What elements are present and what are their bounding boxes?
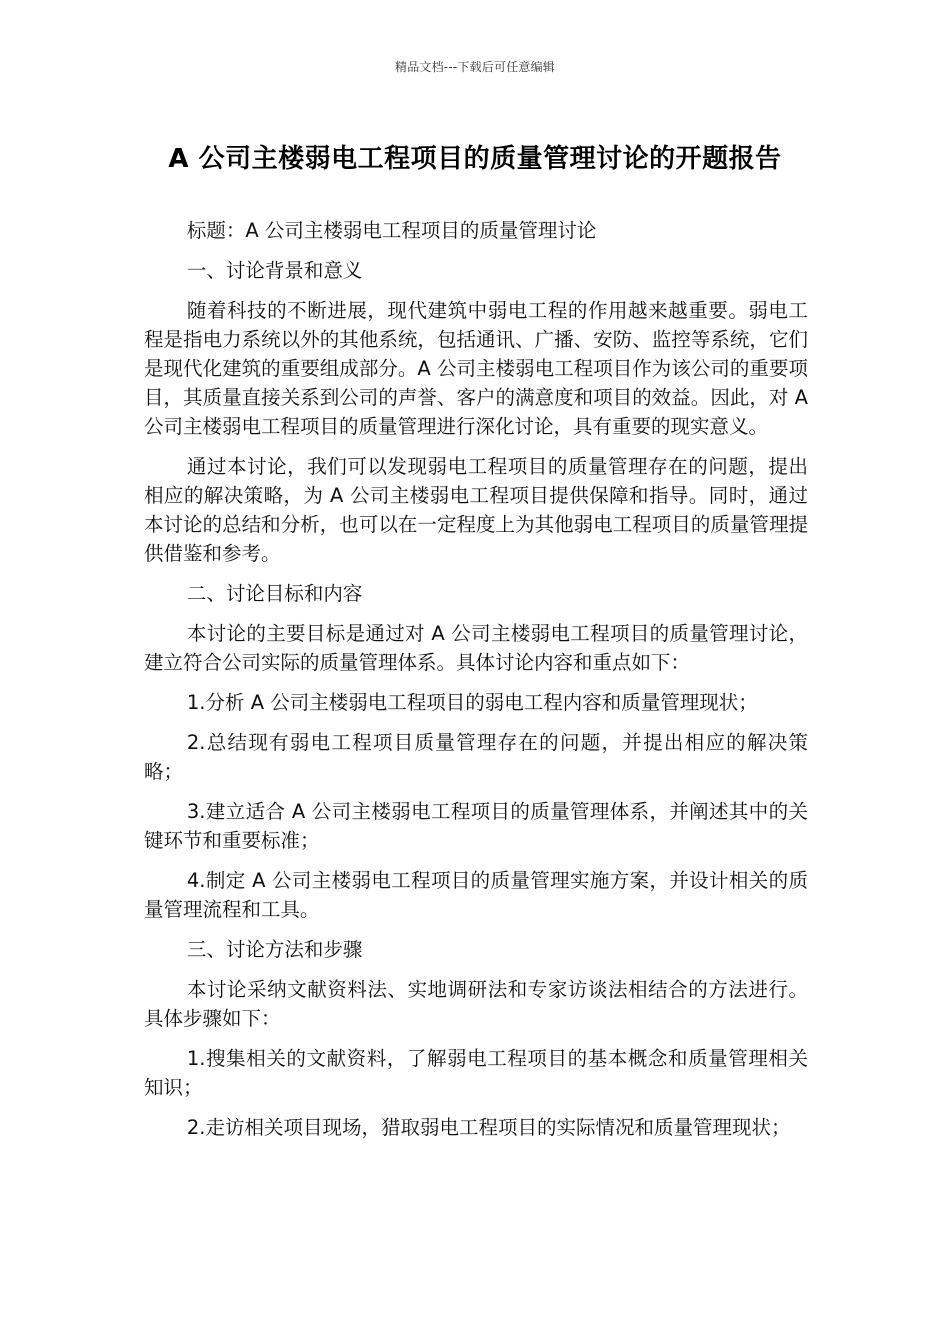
list-item: 2.总结现有弱电工程项目质量管理存在的问题，并提出相应的解决策略； — [144, 731, 808, 783]
section-heading-background: 一、讨论背景和意义 — [186, 259, 363, 282]
body-paragraph: 本讨论采纳文献资料法、实地调研法和专家访谈法相结合的方法进行。具体步骤如下： — [144, 978, 808, 1030]
body-paragraph: 本讨论的主要目标是通过对 A 公司主楼弱电工程项目的质量管理讨论，建立符合公司实际的质量管理体系。具体讨论内容和重点如下： — [144, 622, 808, 674]
body-paragraph: 通过本讨论，我们可以发现弱电工程项目的质量管理存在的问题，提出相应的解决策略，为 A 公司主楼弱电工程项目提供保障和指导。同时，通过本讨论的总结和分析，也可以在一定程度上为其他弱电工程项目的质量管理提供借鉴和参考。 — [144, 455, 808, 565]
list-item: 1.搜集相关的文献资料，了解弱电工程项目的基本概念和质量管理相关知识； — [144, 1047, 808, 1099]
list-item: 4.制定 A 公司主楼弱电工程项目的质量管理实施方案，并设计相关的质量管理流程和工具。 — [144, 869, 808, 921]
document-body — [144, 216, 808, 1153]
body-paragraph: 随着科技的不断进展，现代建筑中弱电工程的作用越来越重要。弱电工程是指电力系统以外的其他系统，包括通讯、广播、安防、监控等系统，它们是现代化建筑的重要组成部分。A 公司主楼弱电工程项目作为该公司的重要项目，其质量直接关系到公司的声誉、客户的满意度和项目的效益。因此，对 A 公司主楼弱电工程项目的质量管理进行深化讨论，具有重要的现实意义。 — [144, 299, 808, 438]
list-item: 1.分析 A 公司主楼弱电工程项目的弱电工程内容和质量管理现状； — [186, 691, 758, 714]
section-heading-objectives: 二、讨论目标和内容 — [186, 582, 363, 605]
list-item: 3.建立适合 A 公司主楼弱电工程项目的质量管理体系，并阐述其中的关键环节和重要标准； — [144, 800, 808, 852]
page-header-note: 精品文档---下载后可任意编辑 — [395, 60, 555, 74]
subject-line: 标题：A 公司主楼弱电工程项目的质量管理讨论 — [186, 219, 597, 242]
list-item: 2.走访相关项目现场，猎取弱电工程项目的实际情况和质量管理现状； — [186, 1116, 791, 1139]
document-title: A 公司主楼弱电工程项目的质量管理讨论的开题报告 — [168, 144, 782, 174]
section-heading-methods: 三、讨论方法和步骤 — [186, 938, 363, 961]
